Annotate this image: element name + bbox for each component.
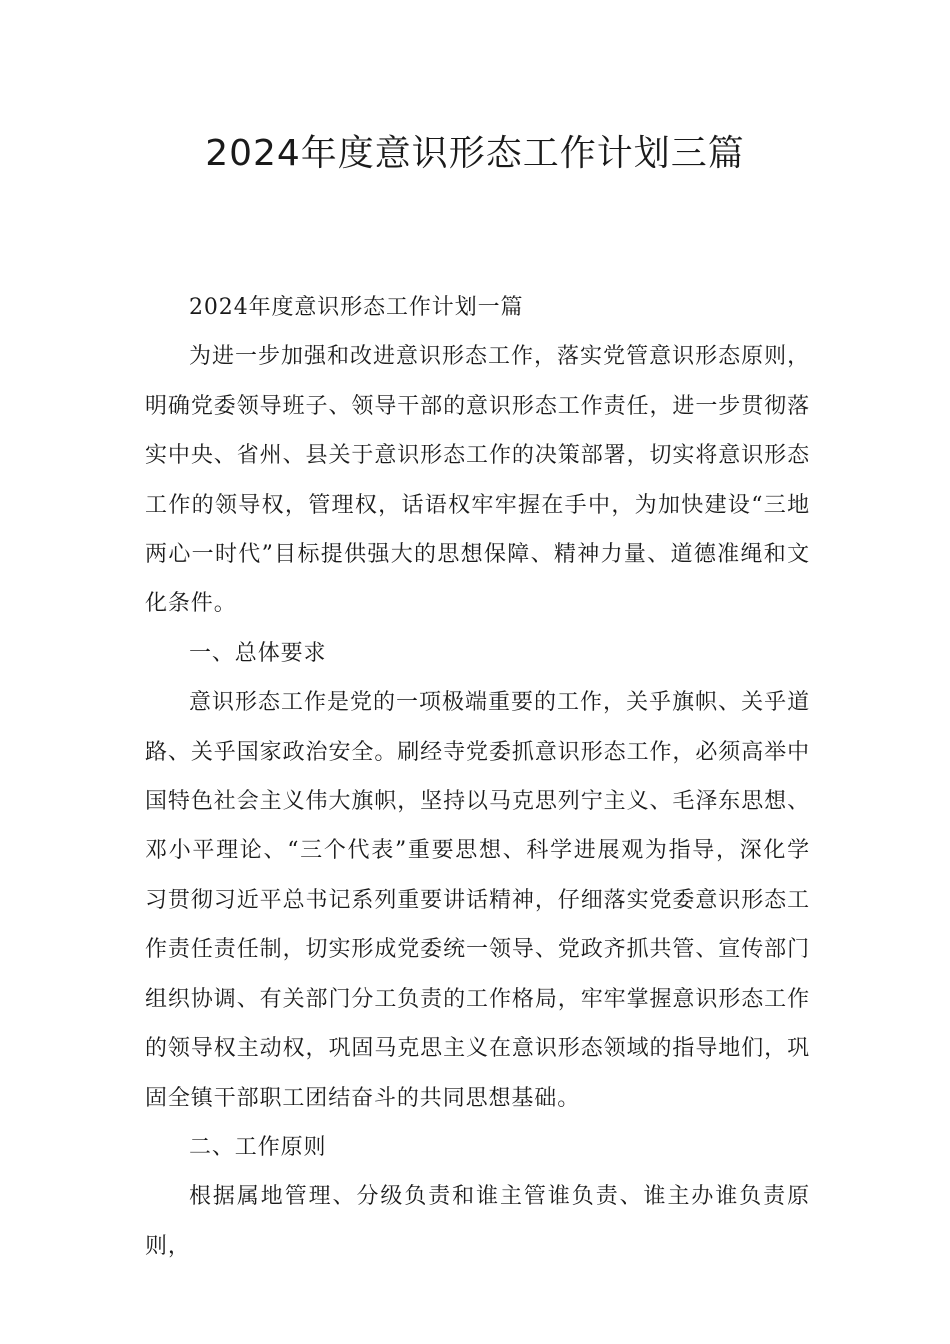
general-requirements-paragraph: 意识形态工作是党的一项极端重要的工作，关乎旗帜、关乎道路、关乎国家政治安全。刷经寺党委抓意识形态工作，必须高举中国特色社会主义伟大旗帜，坚持以马克思列宁主义、毛泽东思想、邓小平理论、“三个代表”重要思想、科学进展观为指导，深化学习贯彻习近平总书记系列重要讲话精神，仔细落实党委意识形态工作责任责任制，切实形成党委统一领导、党政齐抓共管、宣传部门组织协调、有关部门分工负责的工作格局，牢牢掌握意识形态工作的领导权主动权，巩固马克思主义在意识形态领域的指导地们，巩固全镇干部职工团结奋斗的共同思想基础。 [145,690,810,1111]
intro-paragraph: 为进一步加强和改进意识形态工作，落实党管意识形态原则，明确党委领导班子、领导干部的意识形态工作责任，进一步贯彻落实中央、省州、县关于意识形态工作的决策部署，切实将意识形态工作的领导权，管理权，话语权牢牢握在手中，为加快建设“三地两心一时代”目标提供强大的思想保障、精神力量、道德准绳和文化条件。 [145,344,810,617]
document-title: 2024年度意识形态工作计划三篇 [205,133,745,174]
document-body [145,283,810,1271]
section-heading-general-requirements: 一、总体要求 [189,640,327,666]
section-heading-work-principles: 二、工作原则 [189,1134,327,1160]
work-principles-paragraph: 根据属地管理、分级负责和谁主管谁负责、谁主办谁负责原则， [145,1184,810,1259]
section-heading-plan-one: 2024年度意识形态工作计划一篇 [189,295,524,320]
